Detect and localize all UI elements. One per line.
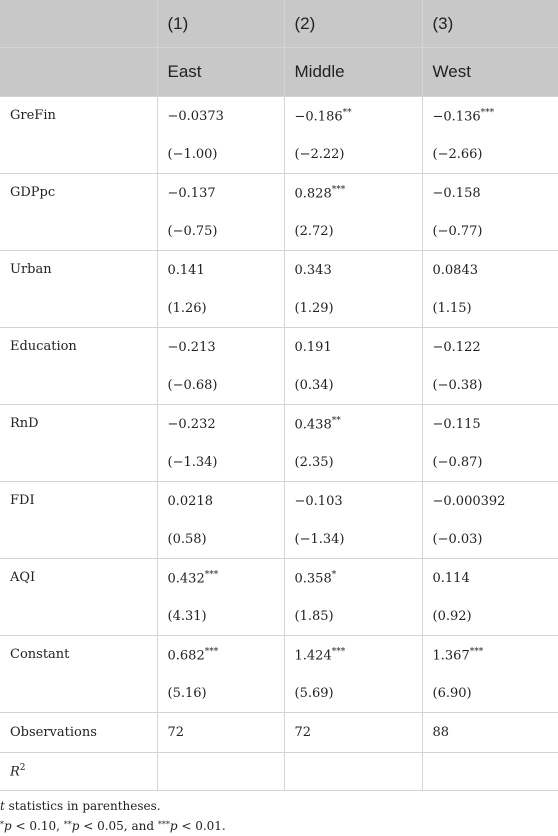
coefficient-cell: −0.0373: [157, 97, 284, 136]
notes-line-tstat: [0, 796, 558, 816]
row-label: [0, 753, 157, 791]
coefficient-cell: −0.232: [157, 405, 284, 444]
tstat-cell: (−0.68): [157, 366, 284, 405]
tstat-cell: (2.72): [284, 212, 422, 251]
table-row: [0, 174, 558, 213]
table-body: [0, 97, 558, 791]
r-squared-cell: [157, 753, 284, 791]
notes-text: statistics in parentheses.: [4, 799, 161, 813]
tstat-cell: (−0.87): [422, 443, 558, 482]
coefficient-cell: −0.122: [422, 328, 558, 367]
tstat-cell: (−0.38): [422, 366, 558, 405]
row-label: FDI: [0, 482, 157, 559]
column-region: East: [157, 48, 284, 97]
significance-stars: ***: [331, 184, 346, 195]
row-label: GDPpc: [0, 174, 157, 251]
coefficient-cell: 0.682***: [157, 636, 284, 675]
coefficient-cell: −0.213: [157, 328, 284, 367]
tstat-cell: (0.58): [157, 520, 284, 559]
significance-stars: **: [331, 415, 341, 426]
observations-row: [0, 713, 558, 753]
tstat-cell: (−2.66): [422, 135, 558, 174]
tstat-cell: (2.35): [284, 443, 422, 482]
stars: *: [0, 820, 4, 829]
column-region: Middle: [284, 48, 422, 97]
tstat-cell: (5.16): [157, 674, 284, 713]
coefficient-cell: 0.828***: [284, 174, 422, 213]
table-row: [0, 636, 558, 675]
p-symbol: p: [4, 819, 12, 833]
column-number: (3): [422, 0, 558, 48]
tstat-cell: (−2.22): [284, 135, 422, 174]
tstat-cell: (−0.03): [422, 520, 558, 559]
tstat-cell: (1.15): [422, 289, 558, 328]
table-row: [0, 97, 558, 136]
coefficient-cell: −0.137: [157, 174, 284, 213]
observations-cell: 72: [157, 713, 284, 753]
row-label: GreFin: [0, 97, 157, 174]
row-label: Education: [0, 328, 157, 405]
tstat-cell: (5.69): [284, 674, 422, 713]
table-row: [0, 559, 558, 598]
significance-stars: ***: [469, 646, 484, 657]
observations-cell: 88: [422, 713, 558, 753]
tstat-cell: (1.26): [157, 289, 284, 328]
table-row: [0, 482, 558, 521]
row-label: RnD: [0, 405, 157, 482]
table-row: [0, 251, 558, 290]
r-superscript: 2: [19, 763, 26, 774]
table-header: [0, 0, 558, 97]
tstat-cell: (−0.75): [157, 212, 284, 251]
significance-stars: ***: [331, 646, 346, 657]
p-symbol: p: [169, 819, 178, 833]
coefficient-cell: 0.358*: [284, 559, 422, 598]
sig-text: < 0.05, and: [79, 819, 158, 833]
tstat-cell: (0.92): [422, 597, 558, 636]
header-blank: [0, 0, 157, 48]
table-notes: [0, 796, 558, 836]
coefficient-cell: 0.141: [157, 251, 284, 290]
tstat-cell: (−1.00): [157, 135, 284, 174]
tstat-cell: (−1.34): [157, 443, 284, 482]
stars: **: [63, 820, 72, 829]
tstat-cell: (−0.77): [422, 212, 558, 251]
p-symbol: p: [71, 819, 80, 833]
r-squared-cell: [284, 753, 422, 791]
sig-text: < 0.10,: [11, 819, 64, 833]
t-symbol: t: [0, 799, 5, 813]
coefficient-cell: 1.367***: [422, 636, 558, 675]
coefficient-cell: 0.438**: [284, 405, 422, 444]
table-row: [0, 328, 558, 367]
observations-cell: 72: [284, 713, 422, 753]
significance-stars: ***: [480, 107, 495, 118]
coefficient-cell: 1.424***: [284, 636, 422, 675]
coefficient-cell: −0.115: [422, 405, 558, 444]
coefficient-cell: −0.158: [422, 174, 558, 213]
coefficient-cell: 0.114: [422, 559, 558, 598]
table-row: [0, 405, 558, 444]
header-blank: [0, 48, 157, 97]
row-label: Urban: [0, 251, 157, 328]
stars: ***: [157, 820, 170, 829]
coefficient-cell: 0.0218: [157, 482, 284, 521]
coefficient-cell: −0.103: [284, 482, 422, 521]
coefficient-cell: 0.343: [284, 251, 422, 290]
tstat-cell: (1.29): [284, 289, 422, 328]
coefficient-cell: 0.432***: [157, 559, 284, 598]
tstat-cell: (−1.34): [284, 520, 422, 559]
coefficient-cell: 0.191: [284, 328, 422, 367]
r-symbol: R: [10, 764, 20, 780]
tstat-cell: (6.90): [422, 674, 558, 713]
column-number: (2): [284, 0, 422, 48]
r-squared-cell: [422, 753, 558, 791]
coefficient-cell: −0.000392: [422, 482, 558, 521]
coefficient-cell: −0.136***: [422, 97, 558, 136]
significance-stars: *: [331, 569, 337, 580]
row-label: AQI: [0, 559, 157, 636]
row-label: Observations: [0, 713, 157, 753]
tstat-cell: (1.85): [284, 597, 422, 636]
significance-stars: **: [342, 107, 352, 118]
significance-stars: ***: [204, 646, 219, 657]
tstat-cell: (4.31): [157, 597, 284, 636]
row-label: Constant: [0, 636, 157, 713]
tstat-cell: (0.34): [284, 366, 422, 405]
column-number: (1): [157, 0, 284, 48]
notes-line-significance: [0, 816, 558, 836]
r-squared-row: [0, 753, 558, 791]
column-region: West: [422, 48, 558, 97]
coefficient-cell: −0.186**: [284, 97, 422, 136]
sig-text: < 0.01.: [177, 819, 226, 833]
significance-stars: ***: [204, 569, 219, 580]
coefficient-cell: 0.0843: [422, 251, 558, 290]
